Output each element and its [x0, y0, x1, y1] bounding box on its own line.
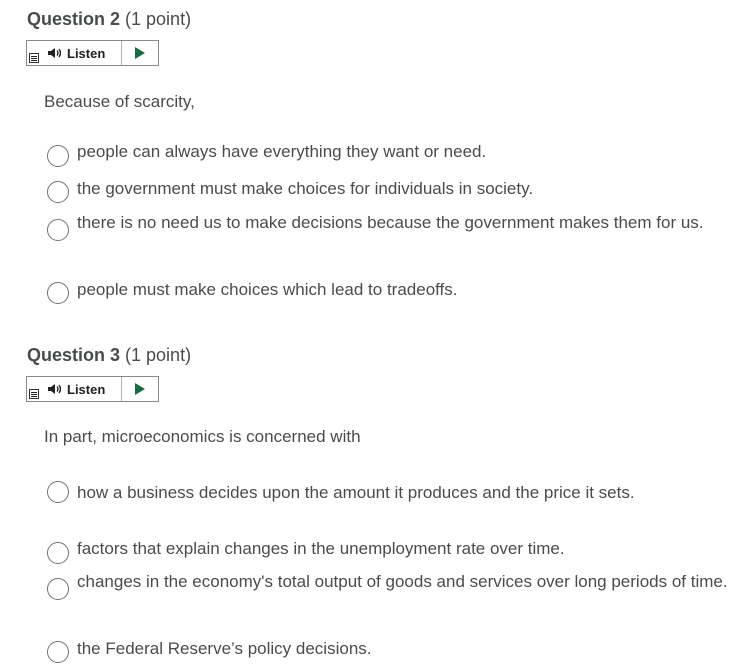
- option-label[interactable]: people must make choices which lead to tradeoffs.: [77, 280, 458, 299]
- listen-divider: [121, 41, 122, 65]
- play-icon[interactable]: [135, 383, 145, 395]
- speaker-icon: [47, 47, 63, 59]
- option-label[interactable]: the government must make choices for individuals in society.: [77, 179, 534, 198]
- play-icon[interactable]: [135, 47, 145, 59]
- radio-button[interactable]: [47, 481, 69, 503]
- radio-button[interactable]: [47, 641, 69, 663]
- listen-button[interactable]: [47, 377, 105, 401]
- option-label[interactable]: the Federal Reserve’s policy decisions.: [77, 639, 372, 658]
- question-points: (1 point): [125, 345, 192, 365]
- question-title: [27, 8, 191, 30]
- radio-button[interactable]: [47, 578, 69, 600]
- question-name: Question 3: [27, 345, 121, 365]
- listen-toolbar: [26, 376, 159, 402]
- listen-divider: [121, 377, 122, 401]
- speaker-icon: [47, 383, 63, 395]
- radio-button[interactable]: [47, 145, 69, 167]
- option-label[interactable]: changes in the economy's total output of goods and services over long periods of time.: [77, 572, 728, 591]
- listen-label: Listen: [67, 381, 106, 397]
- question-title: [27, 344, 191, 366]
- radio-button[interactable]: [47, 282, 69, 304]
- question-name: Question 2: [27, 9, 121, 29]
- option-label[interactable]: how a business decides upon the amount it produces and the price it sets.: [77, 483, 635, 502]
- listen-button[interactable]: [47, 41, 105, 65]
- question-prompt: In part, microeconomics is concerned with: [44, 427, 361, 446]
- listen-menu-icon[interactable]: [29, 389, 39, 399]
- radio-button[interactable]: [47, 219, 69, 241]
- listen-menu-icon[interactable]: [29, 53, 39, 63]
- question-points: (1 point): [125, 9, 192, 29]
- question-prompt: Because of scarcity,: [44, 92, 195, 111]
- option-label[interactable]: factors that explain changes in the unemployment rate over time.: [77, 539, 565, 558]
- option-label[interactable]: people can always have everything they want or need.: [77, 142, 487, 161]
- option-label[interactable]: there is no need us to make decisions because the government makes them for us.: [77, 213, 704, 232]
- radio-button[interactable]: [47, 542, 69, 564]
- listen-label: Listen: [67, 45, 106, 61]
- listen-toolbar: [26, 40, 159, 66]
- radio-button[interactable]: [47, 181, 69, 203]
